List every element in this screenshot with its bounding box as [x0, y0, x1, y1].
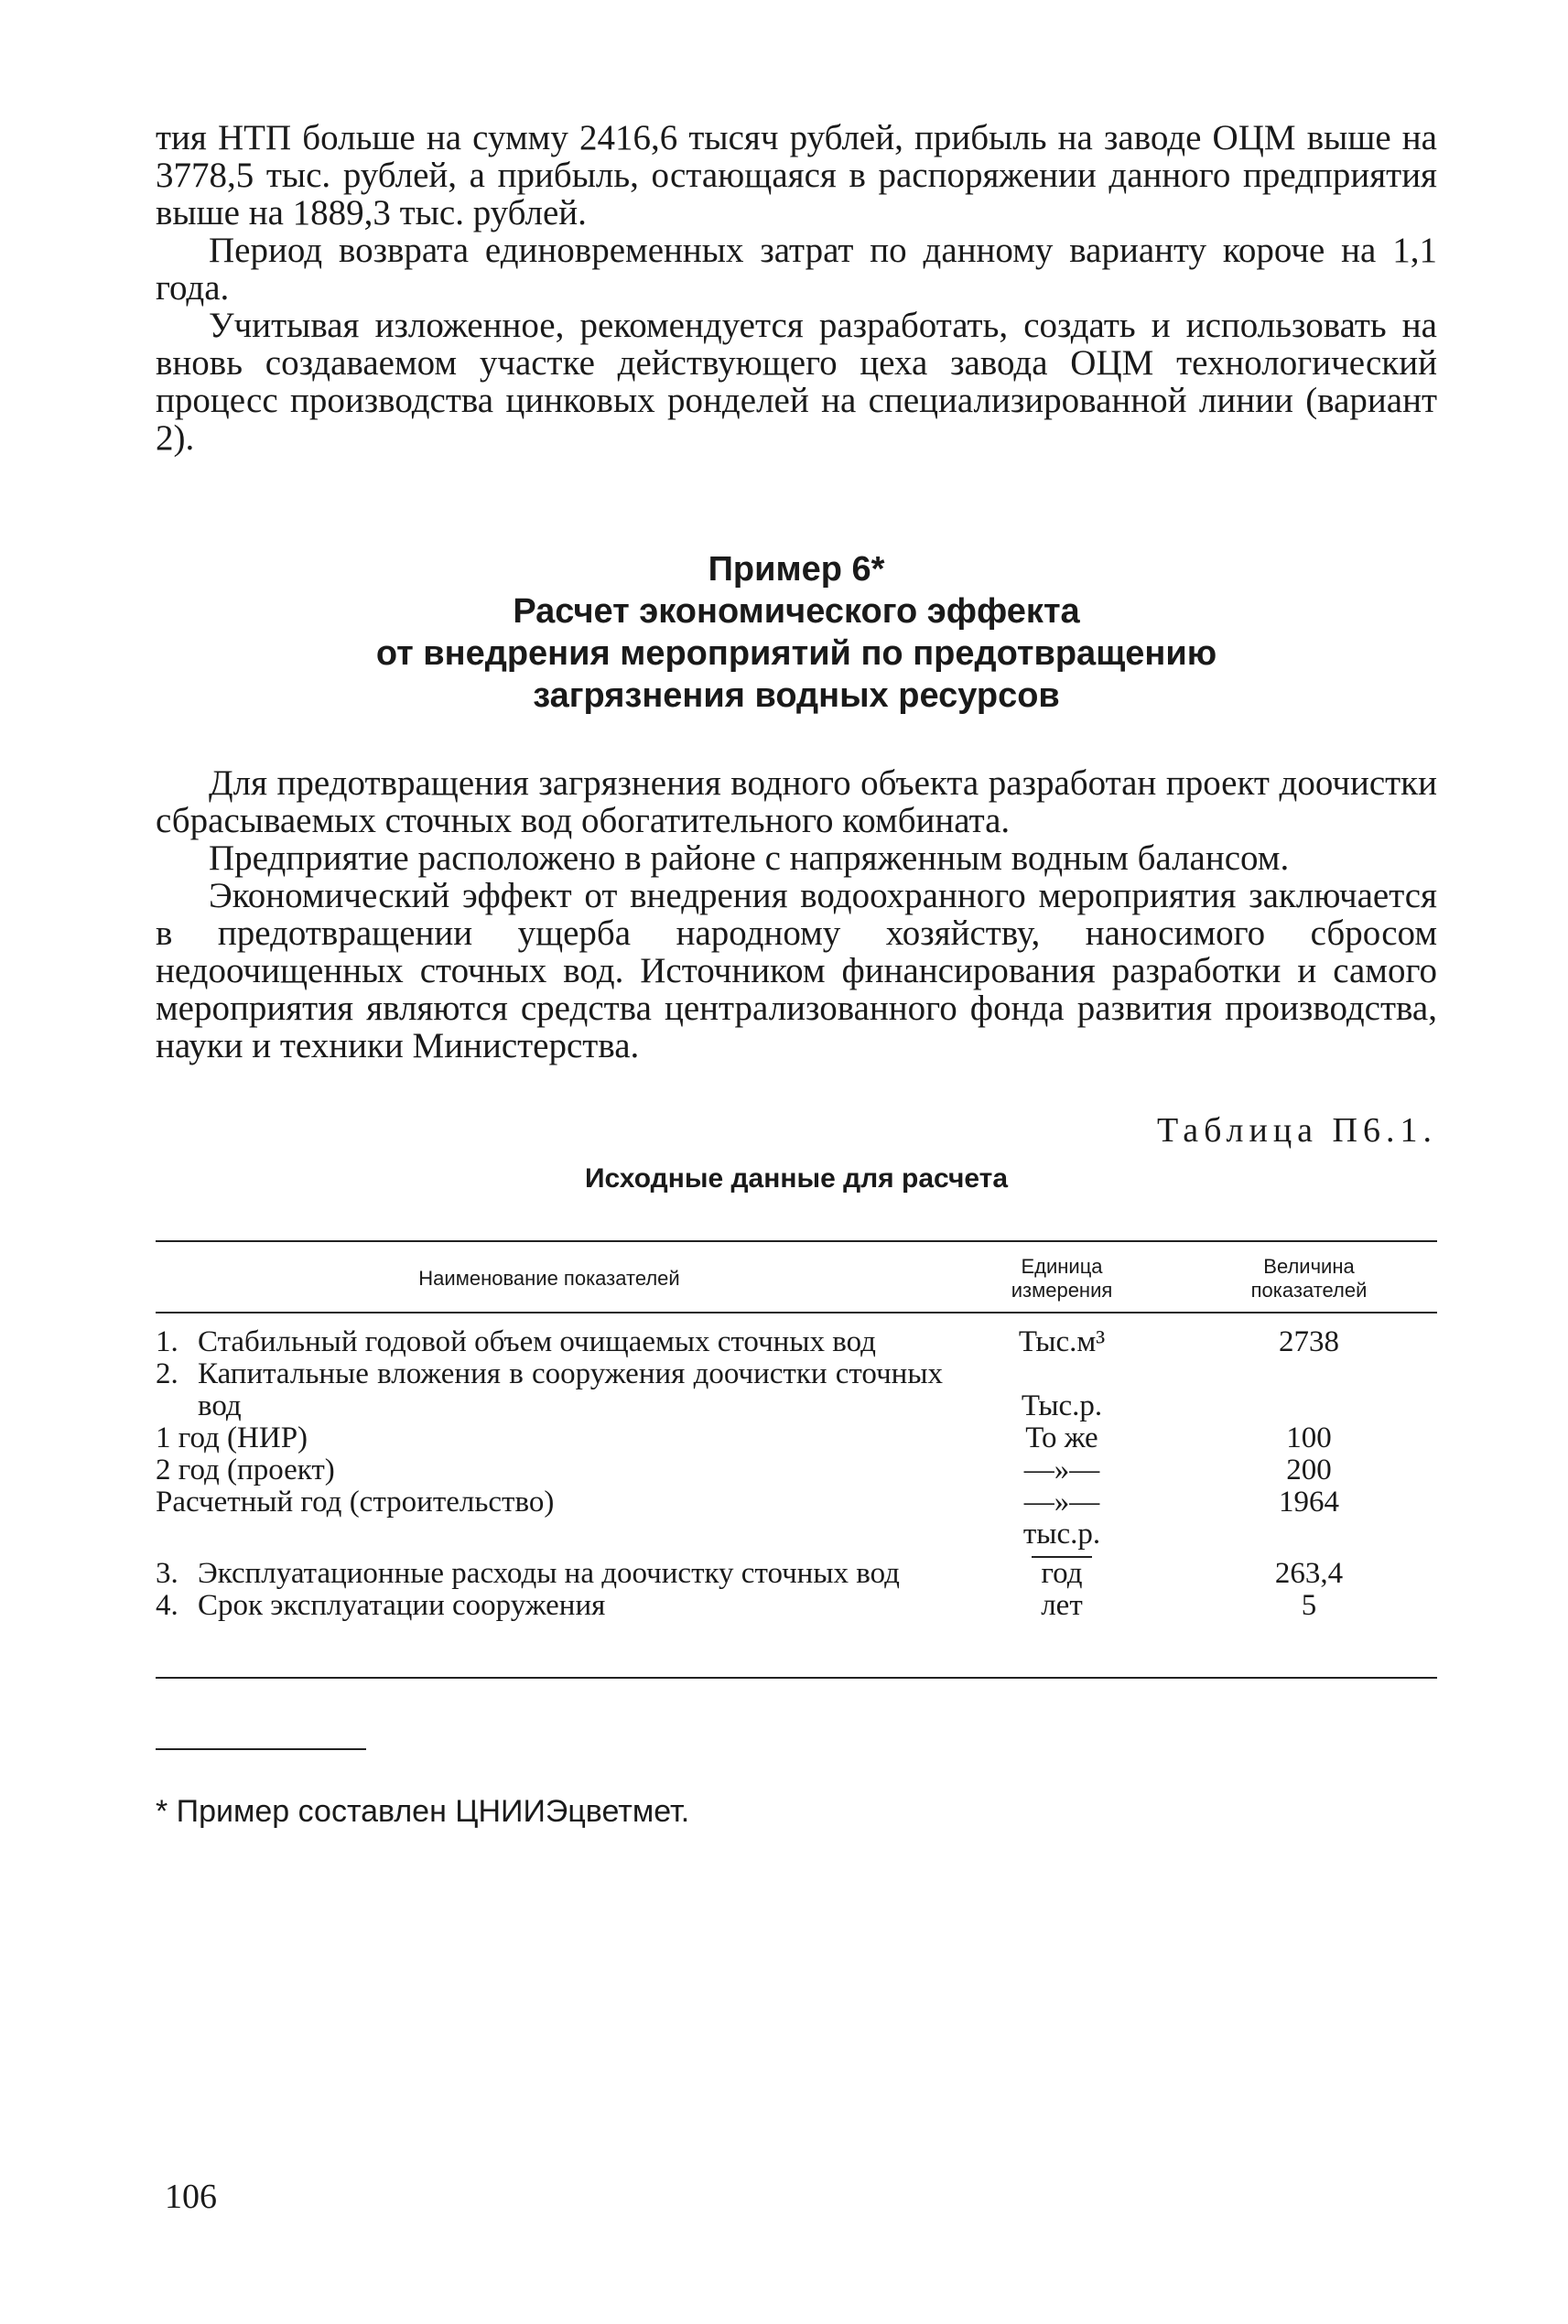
page-content: [156, 119, 1437, 1830]
body-paragraph-1: Для предотвращения загрязнения водного объекта разработан проект доочистки сбрасываемых сточных вод обогатительного комбината.: [156, 763, 1437, 840]
row-value: 2738: [1279, 1325, 1339, 1358]
row-unit: —»—: [1023, 1454, 1100, 1486]
row-unit: То же: [1025, 1421, 1098, 1454]
row-number: 1.: [156, 1325, 178, 1358]
intro-paragraph-3: Учитывая изложенное, рекомендуется разработать, создать и использовать на вновь создаваемом участке действующего цеха завода ОЦМ технологический процесс производства цинковых ронделей на специализированной линии (вариант 2).: [156, 306, 1437, 458]
header-value: [1181, 1241, 1437, 1313]
row-unit: Тыс.м³: [1018, 1325, 1106, 1358]
footnote-divider: [156, 1748, 366, 1750]
row-label: Эксплуатационные расходы на доочистку сточных вод: [198, 1557, 900, 1590]
table-row: [156, 1454, 1437, 1486]
body-section: [156, 764, 1437, 1065]
row-label: Стабильный годовой объем очищаемых сточных вод: [198, 1325, 876, 1358]
heading-line-2: Расчет экономического эффекта: [513, 592, 1080, 631]
intro-paragraph-2: Период возврата единовременных затрат по данному варианту короче на 1,1 года.: [156, 231, 1437, 308]
header-value-line-2: показателей: [1250, 1279, 1368, 1302]
row-label: Расчетный год (строительство): [156, 1486, 555, 1519]
table-title: Исходные данные для расчета: [584, 1163, 1009, 1194]
row-unit-denominator: год: [1032, 1556, 1091, 1590]
heading-line-1: Пример 6*: [708, 550, 885, 589]
row-value: [1181, 1358, 1437, 1422]
header-unit-line-1: Единица: [1021, 1255, 1103, 1278]
table-row: [156, 1519, 1437, 1590]
table-row: [156, 1358, 1437, 1422]
source-data-table: [156, 1240, 1437, 1679]
header-name: Наименование показателей: [156, 1241, 943, 1313]
header-unit: [943, 1241, 1181, 1313]
table-row: [156, 1590, 1437, 1678]
row-unit-numerator: тыс.р.: [1022, 1518, 1101, 1551]
heading-line-4: загрязнения водных ресурсов: [533, 676, 1060, 715]
row-value: 200: [1286, 1454, 1332, 1486]
table-row: [156, 1486, 1437, 1519]
intro-section: [156, 119, 1437, 457]
example-heading: [156, 548, 1437, 717]
row-unit: —»—: [1023, 1486, 1100, 1519]
row-label: 1 год (НИР): [156, 1421, 308, 1454]
row-number: 4.: [156, 1589, 178, 1622]
header-unit-line-2: измерения: [1011, 1279, 1113, 1302]
body-paragraph-2: Предприятие расположено в районе с напряженным водным балансом.: [209, 838, 1290, 878]
table-label: Таблица П6.1.: [1157, 1111, 1437, 1150]
row-value: 263,4: [1274, 1557, 1344, 1590]
table-row: [156, 1313, 1437, 1358]
row-unit: Тыс.р.: [1021, 1389, 1103, 1422]
heading-line-3: от внедрения мероприятий по предотвращению: [375, 634, 1217, 673]
row-number: 3.: [156, 1557, 178, 1590]
row-value: 5: [1181, 1590, 1437, 1678]
header-value-line-1: Величина: [1263, 1255, 1355, 1278]
table-header-row: [156, 1241, 1437, 1313]
intro-paragraph-1: тия НТП больше на сумму 2416,6 тысяч рублей, прибыль на заводе ОЦМ выше на 3778,5 тыс. рублей, а прибыль, остающаяся в распоряжении данного предприятия выше на 1889,3 тыс. рублей.: [156, 118, 1437, 232]
row-label: Капитальные вложения в сооружения доочистки сточных вод: [198, 1357, 943, 1422]
row-unit: лет: [943, 1590, 1181, 1678]
page-number: 106: [165, 2178, 217, 2216]
row-label: 2 год (проект): [156, 1454, 335, 1486]
row-number: 2.: [156, 1357, 178, 1390]
footnote: * Пример составлен ЦНИИЭцветмет.: [156, 1794, 690, 1829]
row-value: 1964: [1279, 1486, 1339, 1519]
row-label: Срок эксплуатации сооружения: [198, 1589, 606, 1622]
row-value: 100: [1286, 1421, 1332, 1454]
body-paragraph-3: Экономический эффект от внедрения водоохранного мероприятия заключается в предотвращении ущерба народному хозяйству, наносимого сбросом недоочищенных сточных вод. Источником финансирования разработки и самого мероприятия являются средства централизованного фонда развития производства, науки и техники Министерства.: [156, 876, 1437, 1065]
row-unit: [943, 1519, 1181, 1590]
table-row: [156, 1422, 1437, 1454]
